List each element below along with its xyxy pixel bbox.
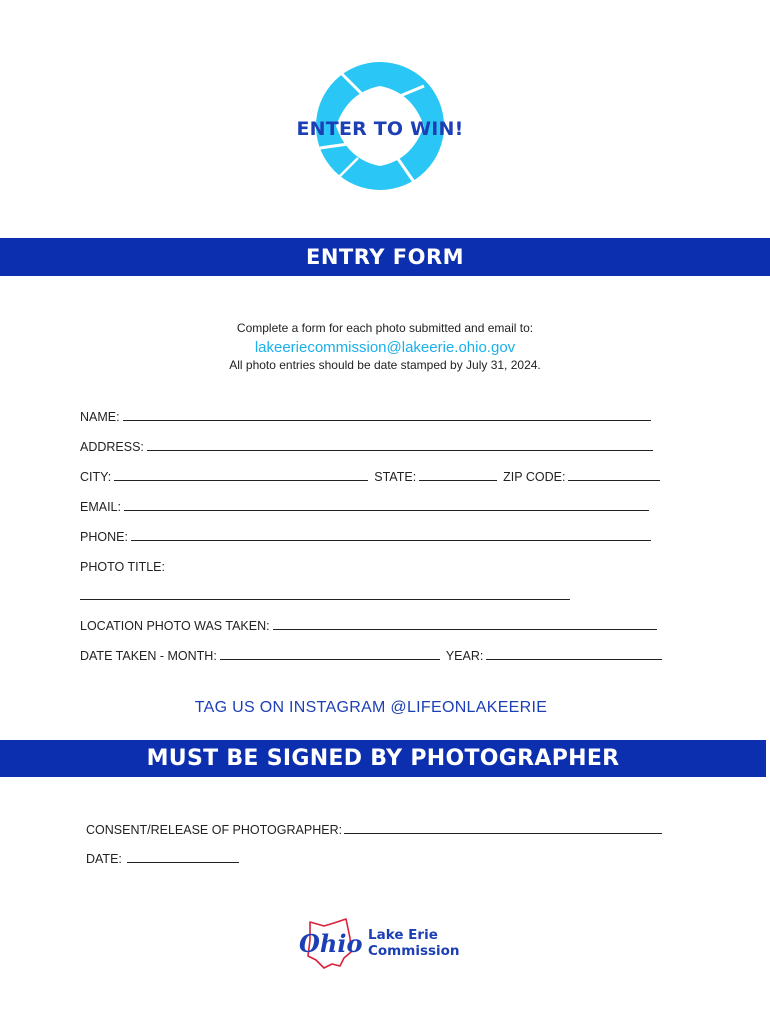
photo-title-label: PHOTO TITLE:	[80, 560, 165, 574]
consent-field[interactable]	[86, 822, 662, 838]
location-label: LOCATION PHOTO WAS TAKEN:	[80, 619, 270, 633]
city-state-zip-row	[80, 469, 660, 485]
consent-label: CONSENT/RELEASE OF PHOTOGRAPHER:	[86, 823, 343, 837]
date-taken-row	[80, 648, 662, 664]
ohio-script-text: Ohio	[299, 929, 363, 958]
lake-erie-commission-logo	[296, 916, 466, 972]
photo-title-field[interactable]	[80, 588, 570, 604]
consent-line[interactable]	[344, 822, 662, 834]
photo-title-label-row	[80, 559, 165, 575]
name-field[interactable]	[80, 409, 651, 425]
ohio-state-outline-icon	[296, 916, 366, 972]
year-label: YEAR:	[445, 649, 484, 663]
phone-line[interactable]	[131, 529, 651, 541]
instagram-tagline: TAG US ON INSTAGRAM @LIFEONLAKEERIE	[194, 699, 548, 716]
organization-name	[368, 927, 460, 959]
name-line[interactable]	[123, 409, 651, 421]
logo-title: ENTER TO WIN!	[296, 118, 464, 140]
month-line[interactable]	[220, 648, 440, 660]
address-field[interactable]	[80, 439, 653, 455]
email-field[interactable]	[80, 499, 649, 515]
year-line[interactable]	[486, 648, 662, 660]
signature-date-label: DATE:	[86, 852, 122, 866]
signature-heading: MUST BE SIGNED BY PHOTOGRAPHER	[0, 740, 766, 777]
address-line[interactable]	[147, 439, 653, 451]
city-label: CITY:	[80, 470, 112, 484]
entry-form-heading: ENTRY FORM	[0, 238, 770, 276]
org-line-1: Lake Erie	[368, 927, 438, 943]
location-line[interactable]	[273, 618, 657, 630]
state-line[interactable]	[419, 469, 497, 481]
signature-date-line[interactable]	[127, 851, 239, 863]
zip-label: ZIP CODE:	[503, 470, 566, 484]
phone-field[interactable]	[80, 529, 651, 545]
zip-line[interactable]	[568, 469, 660, 481]
deadline-text: All photo entries should be date stamped by July 31, 2024.	[229, 358, 541, 372]
instruction-text: Complete a form for each photo submitted and email to:	[236, 321, 534, 335]
address-label: ADDRESS:	[80, 440, 144, 454]
phone-label: PHONE:	[80, 530, 128, 544]
email-line[interactable]	[124, 499, 649, 511]
org-line-2: Commission	[368, 943, 460, 959]
enter-to-win-logo	[296, 52, 464, 200]
photo-title-line[interactable]	[80, 588, 570, 600]
signature-date-field[interactable]	[86, 851, 239, 867]
email-label: EMAIL:	[80, 500, 121, 514]
submission-email-link[interactable]: lakeeriecommission@lakeerie.ohio.gov	[254, 339, 516, 356]
location-field[interactable]	[80, 618, 657, 634]
date-month-label: DATE TAKEN - MONTH:	[80, 649, 217, 663]
name-label: NAME:	[80, 410, 120, 424]
state-label: STATE:	[374, 470, 417, 484]
city-line[interactable]	[114, 469, 368, 481]
